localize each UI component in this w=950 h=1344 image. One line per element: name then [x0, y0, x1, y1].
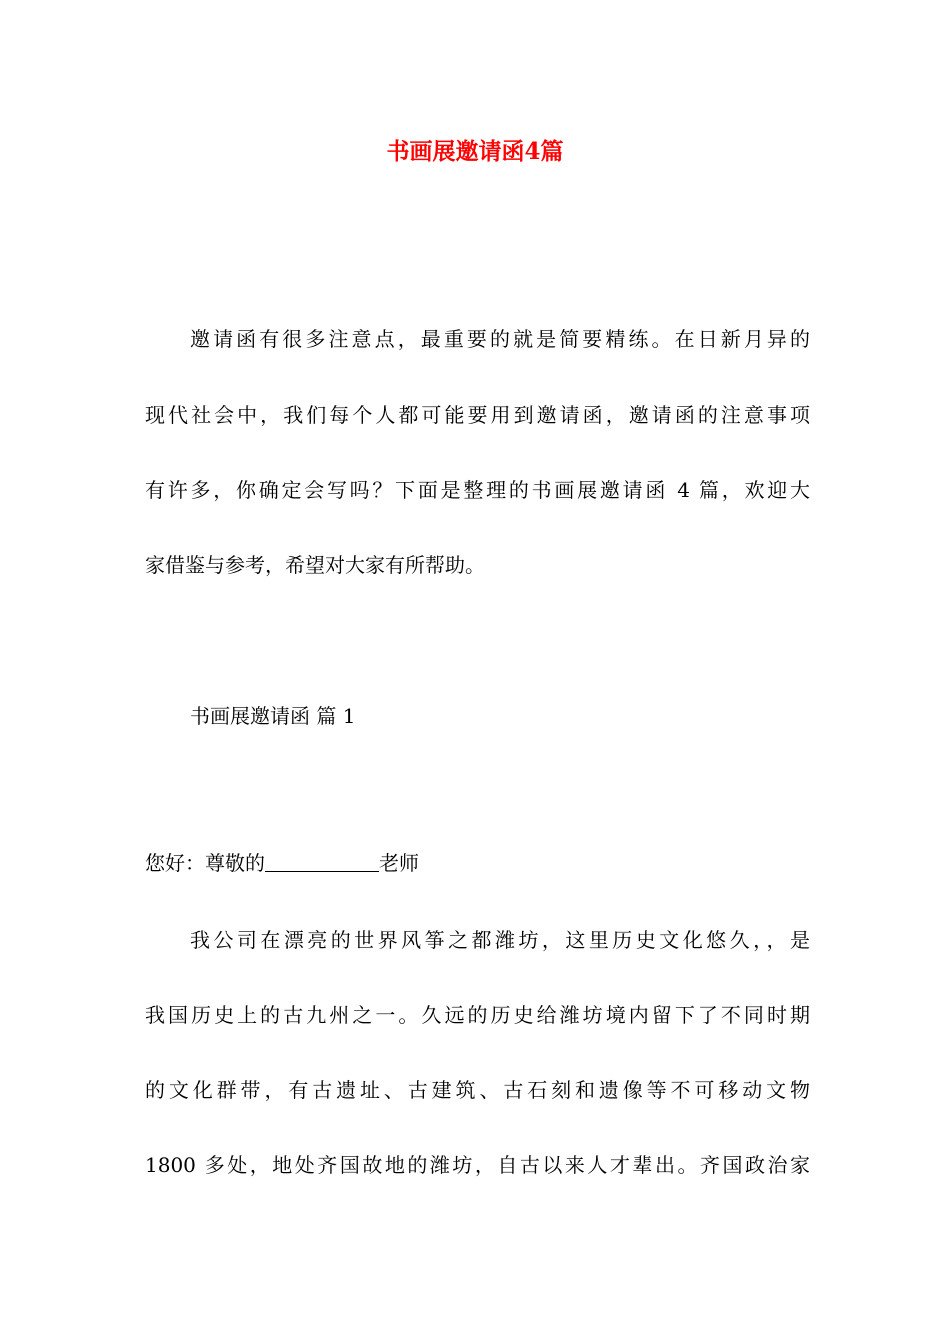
name-blank	[265, 851, 379, 872]
intro-line-1: 邀请函有很多注意点，最重要的就是简要精练。在日新月异的	[190, 327, 810, 351]
intro-line-3: 有许多，你确定会写吗？下面是整理的书画展邀请函 4 篇，欢迎大	[145, 478, 810, 502]
body-line-3: 的文化群带，有古遗址、古建筑、古石刻和遗像等不可移动文物	[145, 1078, 810, 1102]
document-title: 书画展邀请函4篇	[386, 138, 564, 165]
section-heading: 书画展邀请函 篇 1	[190, 704, 356, 728]
greeting-line	[145, 847, 419, 879]
body-line-1: 我公司在漂亮的世界风筝之都潍坊，这里历史文化悠久，，是	[190, 928, 810, 952]
body-line-2: 我国历史上的古九州之一。久远的历史给潍坊境内留下了不同时期	[145, 1003, 810, 1027]
greeting-prefix: 您好：尊敬的	[145, 851, 265, 875]
body-line-4: 1800 多处，地处齐国故地的潍坊，自古以来人才辈出。齐国政治家	[145, 1153, 810, 1177]
intro-line-4: 家借鉴与参考，希望对大家有所帮助。	[145, 553, 485, 577]
intro-line-2: 现代社会中，我们每个人都可能要用到邀请函，邀请函的注意事项	[145, 403, 810, 427]
greeting-suffix: 老师	[379, 851, 419, 875]
